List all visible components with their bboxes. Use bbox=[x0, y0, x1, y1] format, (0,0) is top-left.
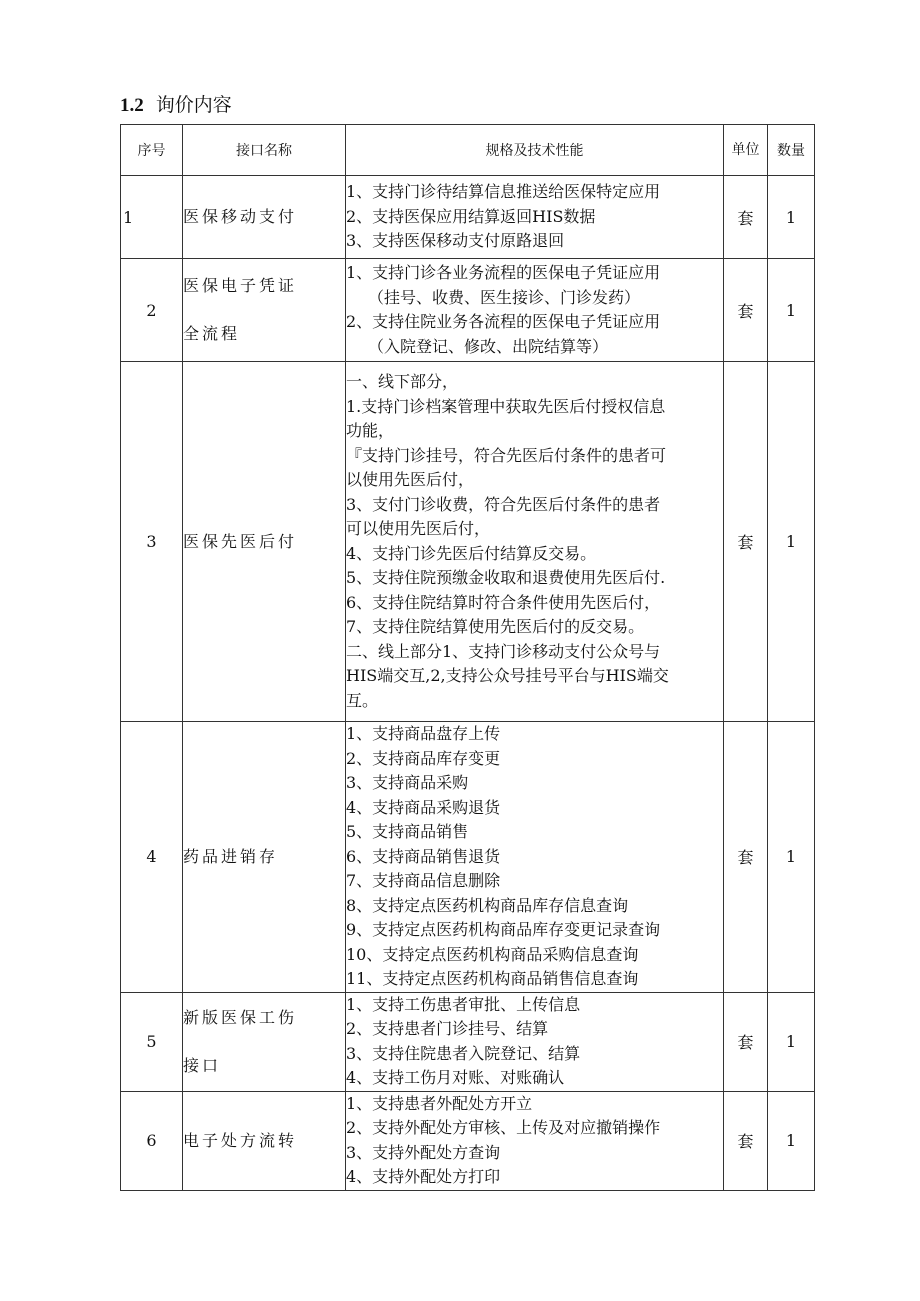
row-qty: 1 bbox=[768, 259, 815, 362]
row-qty: 1 bbox=[768, 722, 815, 993]
row-seq: 2 bbox=[121, 259, 183, 362]
row-seq: 6 bbox=[121, 1091, 183, 1190]
row-spec bbox=[346, 1091, 724, 1190]
row-qty: 1 bbox=[768, 176, 815, 259]
spec-line: 功能， bbox=[346, 421, 395, 440]
spec-line: 7、支持商品信息删除 bbox=[346, 871, 501, 890]
section-number: 1.2 bbox=[120, 95, 144, 116]
header-seq: 序号 bbox=[121, 125, 183, 176]
table-row bbox=[121, 362, 815, 722]
name-line: 医保移动支付 bbox=[183, 207, 298, 226]
row-name bbox=[183, 176, 346, 259]
row-unit: 套 bbox=[724, 176, 768, 259]
header-qty: 数量 bbox=[768, 125, 815, 176]
name-line: 药品进销存 bbox=[183, 846, 279, 866]
row-qty: 1 bbox=[768, 362, 815, 722]
row-spec bbox=[346, 259, 724, 362]
spec-line: 4、支持工伤月对账、对账确认 bbox=[346, 1068, 565, 1087]
row-spec bbox=[346, 176, 724, 259]
row-seq: 5 bbox=[121, 992, 183, 1091]
row-seq: 3 bbox=[121, 362, 183, 722]
spec-line: 2、支持外配处方审核、上传及对应撤销操作 bbox=[346, 1118, 661, 1137]
spec-line: 2、支持商品库存变更 bbox=[346, 748, 501, 768]
spec-line: 1、支持门诊待结算信息推送给医保特定应用 bbox=[346, 182, 661, 202]
row-seq: 1 bbox=[121, 176, 183, 259]
spec-line: 2、支持患者门诊挂号、结算 bbox=[346, 1019, 549, 1038]
spec-line: 1、支持患者外配处方开立 bbox=[346, 1093, 533, 1113]
row-name bbox=[183, 259, 346, 362]
row-spec bbox=[346, 362, 724, 722]
table-row bbox=[121, 1091, 815, 1190]
spec-line: 3、支持商品采购 bbox=[346, 773, 469, 792]
spec-line: 2、支持医保应用结算返回HIS数据 bbox=[346, 206, 596, 226]
spec-line: 3、支持住院患者入院登记、结算 bbox=[346, 1043, 581, 1063]
row-seq: 4 bbox=[121, 722, 183, 993]
spec-line: HIS端交互,2,支持公众号挂号平台与HIS端交 bbox=[346, 666, 669, 685]
spec-line: 7、支持住院结算使用先医后付的反交易。 bbox=[346, 617, 645, 636]
spec-line: 2、支持住院业务各流程的医保电子凭证应用 bbox=[346, 312, 661, 331]
spec-line: 11、支持定点医药机构商品销售信息查询 bbox=[346, 969, 639, 988]
row-name bbox=[183, 362, 346, 722]
row-unit: 套 bbox=[724, 259, 768, 362]
inquiry-table bbox=[120, 124, 815, 1191]
spec-line: 6、支持住院结算时符合条件使用先医后付， bbox=[346, 592, 661, 612]
spec-line: 一、线下部分， bbox=[346, 372, 459, 391]
spec-line: 1、支持门诊各业务流程的医保电子凭证应用 bbox=[346, 263, 661, 282]
table-row bbox=[121, 259, 815, 362]
spec-line: 1、支持工伤患者审批、上传信息 bbox=[346, 994, 581, 1014]
spec-line: 1.支持门诊档案管理中获取先医后付授权信息 bbox=[346, 396, 666, 416]
spec-line: 3、支付门诊收费，符合先医后付条件的患者 bbox=[346, 494, 661, 514]
name-line: 医保先医后付 bbox=[183, 531, 298, 551]
row-spec bbox=[346, 722, 724, 993]
spec-line: 6、支持商品销售退货 bbox=[346, 846, 501, 866]
name-line: 接口 bbox=[183, 1055, 222, 1075]
spec-line: 『支持门诊挂号，符合先医后付条件的患者可 bbox=[346, 445, 667, 465]
row-unit: 套 bbox=[724, 722, 768, 993]
row-name bbox=[183, 992, 346, 1091]
spec-line: （挂号、收费、医生接诊、门诊发药） bbox=[368, 287, 641, 307]
name-line: 新版医保工伤 bbox=[183, 1007, 298, 1027]
section-heading bbox=[120, 90, 232, 117]
name-line: 医保电子凭证 bbox=[183, 276, 298, 295]
row-name bbox=[183, 1091, 346, 1190]
spec-line: 4、支持商品采购退货 bbox=[346, 797, 501, 817]
spec-line: 以使用先医后付， bbox=[346, 470, 475, 489]
spec-line: 1、支持商品盘存上传 bbox=[346, 724, 501, 743]
spec-line: 可以使用先医后付， bbox=[346, 519, 491, 538]
spec-line: 10、支持定点医药机构商品采购信息查询 bbox=[346, 944, 639, 964]
table-row bbox=[121, 992, 815, 1091]
header-name: 接口名称 bbox=[183, 125, 346, 176]
spec-line: 二、线上部分1、支持门诊移动支付公众号与 bbox=[346, 641, 661, 661]
spec-line: 3、支持医保移动支付原路退回 bbox=[346, 231, 565, 251]
header-unit: 单位 bbox=[724, 125, 768, 176]
table-row bbox=[121, 722, 815, 993]
spec-line: 9、支持定点医药机构商品库存变更记录查询 bbox=[346, 920, 661, 939]
spec-line: 5、支持商品销售 bbox=[346, 822, 469, 841]
table-header-row bbox=[121, 125, 815, 176]
spec-line: 8、支持定点医药机构商品库存信息查询 bbox=[346, 895, 629, 915]
row-name bbox=[183, 722, 346, 993]
spec-line: 4、支持外配处方打印 bbox=[346, 1167, 501, 1186]
row-unit: 套 bbox=[724, 362, 768, 722]
header-spec: 规格及技术性能 bbox=[346, 125, 724, 176]
spec-line: 互。 bbox=[346, 690, 379, 710]
spec-line: （入院登记、修改、出院结算等） bbox=[368, 336, 609, 356]
name-line: 全流程 bbox=[183, 324, 241, 343]
spec-line: 3、支持外配处方查询 bbox=[346, 1142, 501, 1162]
spec-line: 4、支持门诊先医后付结算反交易。 bbox=[346, 543, 597, 563]
spec-line: 5、支持住院预缴金收取和退费使用先医后付. bbox=[346, 568, 666, 587]
row-spec bbox=[346, 992, 724, 1091]
name-line: 电子处方流转 bbox=[183, 1130, 298, 1150]
row-qty: 1 bbox=[768, 1091, 815, 1190]
row-unit: 套 bbox=[724, 992, 768, 1091]
row-unit: 套 bbox=[724, 1091, 768, 1190]
row-qty: 1 bbox=[768, 992, 815, 1091]
section-title: 询价内容 bbox=[155, 94, 232, 116]
table-row bbox=[121, 176, 815, 259]
